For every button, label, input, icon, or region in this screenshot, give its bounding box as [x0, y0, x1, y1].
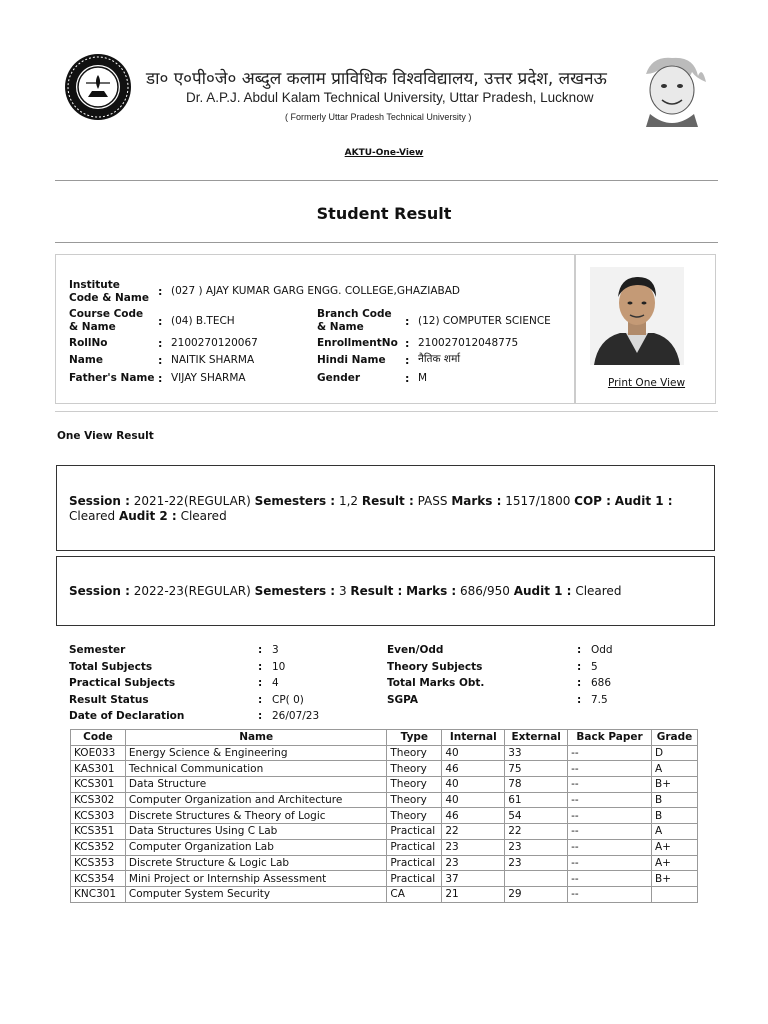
name-header: Name: [125, 730, 386, 746]
audit1-label: Audit 1 :: [513, 584, 572, 598]
session-summary-box: [56, 556, 715, 626]
subject-type: Theory: [387, 808, 442, 824]
subject-name: Data Structure: [125, 777, 386, 793]
subject-code: KCS354: [71, 871, 126, 887]
external-marks: [505, 871, 568, 887]
internal-marks: 23: [442, 839, 505, 855]
grade-header: Grade: [651, 730, 697, 746]
internal-marks: 22: [442, 824, 505, 840]
grade: B+: [651, 777, 697, 793]
student-info-card: [55, 254, 575, 404]
result-label: Result :: [350, 584, 403, 598]
total-marks-label: Total Marks Obt.: [387, 677, 485, 689]
internal-marks: 46: [442, 761, 505, 777]
audit1-value: Cleared: [69, 509, 116, 523]
subject-code: KCS353: [71, 855, 126, 871]
back-paper: --: [568, 839, 652, 855]
subject-code: KNC301: [71, 886, 126, 902]
grade: A+: [651, 839, 697, 855]
aktu-one-view-link[interactable]: AKTU-One-View: [344, 148, 424, 158]
subject-type: Theory: [387, 792, 442, 808]
father-name-label: Father's Name: [69, 372, 155, 384]
university-header: [0, 0, 768, 135]
external-marks: 23: [505, 839, 568, 855]
subject-type: Theory: [387, 777, 442, 793]
table-row: [71, 871, 698, 887]
result-value: PASS: [417, 494, 448, 508]
university-former-name: ( Formerly Uttar Pradesh Technical University ): [285, 112, 472, 122]
external-marks: 23: [505, 855, 568, 871]
marks-value: 1517/1800: [505, 494, 571, 508]
colon: :: [577, 644, 582, 656]
university-hindi-name: डा० ए०पी०जे० अब्दुल कलाम प्राविधिक विश्वविद्यालय, उत्तर प्रदेश, लखनऊ: [146, 69, 607, 89]
grade: A: [651, 761, 697, 777]
semester-label: Semester: [69, 644, 126, 656]
even-odd-label: Even/Odd: [387, 644, 444, 656]
subject-name: Mini Project or Internship Assessment: [125, 871, 386, 887]
subject-name: Computer System Security: [125, 886, 386, 902]
back-paper: --: [568, 855, 652, 871]
enrollment-label: EnrollmentNo: [317, 337, 398, 349]
subject-type: Practical: [387, 855, 442, 871]
external-marks: 33: [505, 745, 568, 761]
semesters-label: Semesters :: [254, 494, 336, 508]
colon: :: [158, 354, 163, 367]
even-odd-value: Odd: [591, 644, 613, 656]
subject-name: Discrete Structures & Theory of Logic: [125, 808, 386, 824]
hindi-name-value: नैतिक शर्मा: [418, 353, 461, 365]
university-logo-icon: [64, 53, 132, 121]
subject-name: Energy Science & Engineering: [125, 745, 386, 761]
internal-marks: 37: [442, 871, 505, 887]
subject-name: Discrete Structure & Logic Lab: [125, 855, 386, 871]
total-marks-value: 686: [591, 677, 612, 689]
colon: :: [405, 315, 410, 328]
external-marks: 61: [505, 792, 568, 808]
back-paper: --: [568, 808, 652, 824]
rollno-value: 2100270120067: [171, 337, 258, 349]
external-marks: 78: [505, 777, 568, 793]
print-one-view-link[interactable]: Print One View: [607, 377, 686, 389]
grade: [651, 886, 697, 902]
father-name-value: VIJAY SHARMA: [171, 372, 246, 384]
theory-subjects-label: Theory Subjects: [387, 661, 483, 673]
colon: :: [258, 644, 263, 656]
total-subjects-label: Total Subjects: [69, 661, 153, 673]
marks-value: 686/950: [460, 584, 510, 598]
subject-type: Theory: [387, 761, 442, 777]
semesters-label: Semesters :: [254, 584, 336, 598]
audit2-label: Audit 2 :: [118, 509, 177, 523]
divider: [55, 411, 718, 412]
audit1-label: Audit 1 :: [614, 494, 673, 508]
grade: A: [651, 824, 697, 840]
subject-type: Theory: [387, 745, 442, 761]
institute-value: (027 ) AJAY KUMAR GARG ENGG. COLLEGE,GHAZIABAD: [171, 285, 461, 297]
declaration-date-value: 26/07/23: [272, 710, 320, 722]
internal-marks: 40: [442, 777, 505, 793]
session-summary-box: [56, 465, 715, 551]
name-label: Name: [69, 354, 103, 366]
result-status-label: Result Status: [69, 694, 149, 706]
back-paper: --: [568, 761, 652, 777]
marks-label: Marks :: [406, 584, 457, 598]
subject-code: KCS352: [71, 839, 126, 855]
divider: [55, 180, 718, 181]
branch-label: Branch Code & Name: [317, 308, 392, 333]
colon: :: [258, 661, 263, 673]
founder-portrait-icon: [632, 52, 710, 127]
semesters-value: 1,2: [338, 494, 359, 508]
grade: B: [651, 808, 697, 824]
result-label: Result :: [361, 494, 414, 508]
theory-subjects-value: 5: [591, 661, 598, 673]
grade: A+: [651, 855, 697, 871]
back-paper: --: [568, 745, 652, 761]
practical-subjects-value: 4: [272, 677, 279, 689]
subject-name: Data Structures Using C Lab: [125, 824, 386, 840]
external-header: External: [505, 730, 568, 746]
marks-label: Marks :: [451, 494, 502, 508]
rollno-label: RollNo: [69, 337, 108, 349]
subject-code: KCS303: [71, 808, 126, 824]
back-paper: --: [568, 886, 652, 902]
internal-marks: 40: [442, 745, 505, 761]
one-view-result-heading: One View Result: [57, 430, 154, 442]
audit2-value: Cleared: [180, 509, 227, 523]
grade: B: [651, 792, 697, 808]
gender-value: M: [418, 372, 428, 384]
university-english-name: Dr. A.P.J. Abdul Kalam Technical University, Uttar Pradesh, Lucknow: [186, 90, 594, 105]
subject-type: Practical: [387, 824, 442, 840]
back-paper-header: Back Paper: [568, 730, 652, 746]
colon: :: [577, 661, 582, 673]
subject-code: KAS301: [71, 761, 126, 777]
code-header: Code: [71, 730, 126, 746]
subject-type: Practical: [387, 839, 442, 855]
sgpa-value: 7.5: [591, 694, 608, 706]
table-row: [71, 839, 698, 855]
subject-type: CA: [387, 886, 442, 902]
back-paper: --: [568, 824, 652, 840]
back-paper: --: [568, 871, 652, 887]
external-marks: 54: [505, 808, 568, 824]
external-marks: 75: [505, 761, 568, 777]
back-paper: --: [568, 792, 652, 808]
internal-marks: 40: [442, 792, 505, 808]
cop-label: COP :: [574, 494, 611, 508]
colon: :: [577, 677, 582, 689]
colon: :: [258, 694, 263, 706]
colon: :: [577, 694, 582, 706]
institute-label: Institute Code & Name: [69, 279, 149, 304]
table-row: [71, 855, 698, 871]
table-row: [71, 792, 698, 808]
semester-value: 3: [272, 644, 279, 656]
colon: :: [405, 354, 410, 367]
name-value: NAITIK SHARMA: [171, 354, 255, 366]
branch-value: (12) COMPUTER SCIENCE: [418, 315, 551, 327]
subject-code: KCS302: [71, 792, 126, 808]
colon: :: [158, 285, 163, 298]
colon: :: [158, 315, 163, 328]
session-value: 2022-23(REGULAR): [133, 584, 251, 598]
session-label: Session :: [69, 494, 130, 508]
gender-label: Gender: [317, 372, 361, 384]
session-value: 2021-22(REGULAR): [133, 494, 251, 508]
table-row: [71, 745, 698, 761]
table-row: [71, 808, 698, 824]
session-label: Session :: [69, 584, 130, 598]
internal-marks: 46: [442, 808, 505, 824]
course-label: Course Code & Name: [69, 308, 144, 333]
colon: :: [258, 677, 263, 689]
internal-marks: 21: [442, 886, 505, 902]
colon: :: [405, 337, 410, 350]
external-marks: 22: [505, 824, 568, 840]
table-row: [71, 777, 698, 793]
subject-code: KCS351: [71, 824, 126, 840]
enrollment-value: 210027012048775: [418, 337, 519, 349]
table-row: [71, 761, 698, 777]
student-photo-card: [575, 254, 716, 404]
subject-name: Computer Organization Lab: [125, 839, 386, 855]
internal-header: Internal: [442, 730, 505, 746]
grade: B+: [651, 871, 697, 887]
subject-name: Computer Organization and Architecture: [125, 792, 386, 808]
table-row: [71, 824, 698, 840]
sgpa-label: SGPA: [387, 694, 419, 706]
student-photo-icon: [590, 267, 684, 365]
subject-name: Technical Communication: [125, 761, 386, 777]
practical-subjects-label: Practical Subjects: [69, 677, 176, 689]
external-marks: 29: [505, 886, 568, 902]
table-header-row: [71, 730, 698, 746]
semesters-value: 3: [338, 584, 347, 598]
grade: D: [651, 745, 697, 761]
table-row: [71, 886, 698, 902]
page-title: Student Result: [316, 204, 452, 223]
colon: :: [158, 372, 163, 385]
total-subjects-value: 10: [272, 661, 286, 673]
subjects-table: [70, 729, 698, 903]
type-header: Type: [387, 730, 442, 746]
course-value: (04) B.TECH: [171, 315, 235, 327]
declaration-date-label: Date of Declaration: [69, 710, 185, 722]
result-status-value: CP( 0): [272, 694, 304, 706]
internal-marks: 23: [442, 855, 505, 871]
audit1-value: Cleared: [575, 584, 622, 598]
subject-type: Practical: [387, 871, 442, 887]
colon: :: [405, 372, 410, 385]
colon: :: [158, 337, 163, 350]
colon: :: [258, 710, 263, 722]
hindi-name-label: Hindi Name: [317, 354, 386, 366]
divider: [55, 242, 718, 243]
back-paper: --: [568, 777, 652, 793]
subject-code: KOE033: [71, 745, 126, 761]
subject-code: KCS301: [71, 777, 126, 793]
